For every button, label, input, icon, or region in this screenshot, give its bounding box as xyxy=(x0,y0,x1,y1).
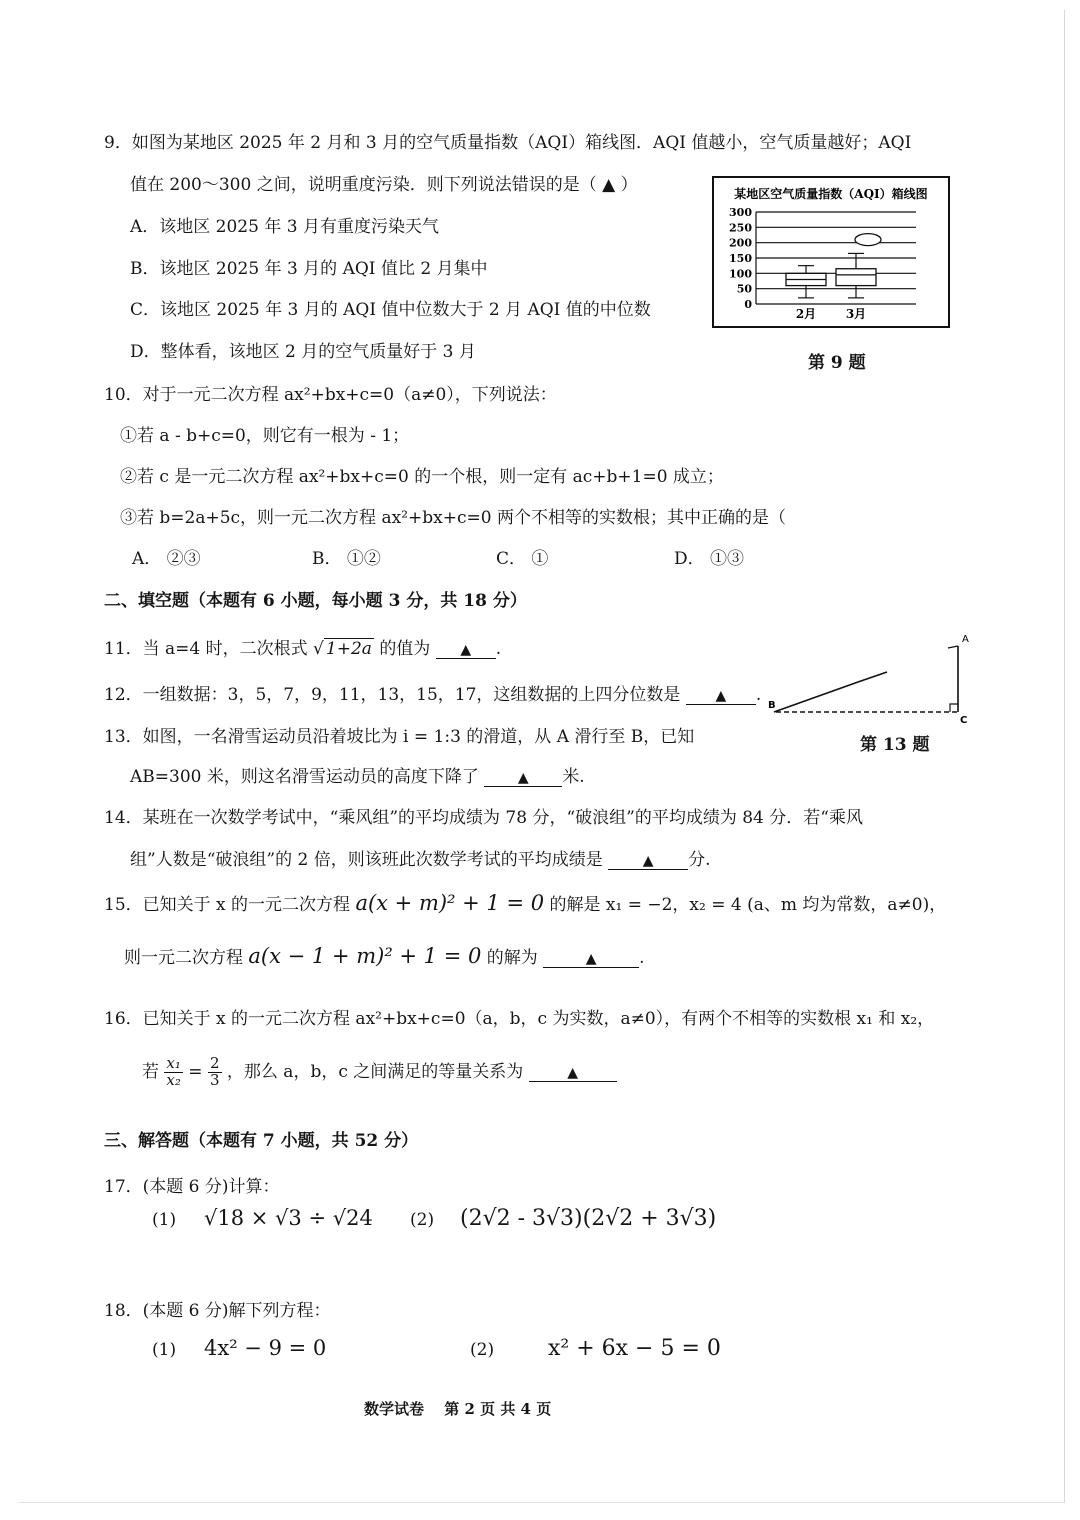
q9-option-b: B．该地区 2025 年 3 月的 AQI 值比 2 月集中 xyxy=(130,259,488,279)
label-c: C xyxy=(960,715,968,724)
page-footer: 数学试卷 第 2 页 共 4 页 xyxy=(364,1400,552,1418)
q17-part2-expression: (2√2 - 3√3)(2√2 + 3√3) xyxy=(460,1206,717,1231)
q17-part1-expression: √18 × √3 ÷ √24 xyxy=(204,1206,373,1230)
q14-line1: 14．某班在一次数学考试中，“乘风组”的平均成绩为 78 分，“破浪组”的平均成绩为 84 分．若“乘风 xyxy=(104,808,863,828)
q9-line1: 9．如图为某地区 2025 年 2 月和 3 月的空气质量指数（AQI）箱线图．AQI 值越小，空气质量越好；AQI xyxy=(104,133,912,153)
q15-line2 xyxy=(124,943,645,968)
q15-line1 xyxy=(104,890,946,915)
q14-unit: 分. xyxy=(688,850,711,870)
q17-part1-label: (1) xyxy=(152,1210,177,1230)
q15-end: . xyxy=(639,948,645,968)
q16-fraction xyxy=(208,1056,222,1089)
y-tick-label: 0 xyxy=(744,298,752,311)
y-tick-label: 150 xyxy=(729,252,752,265)
q15-equation-2: a(x − 1 + m)² + 1 = 0 xyxy=(248,944,482,968)
y-tick-label: 200 xyxy=(729,236,752,250)
q15-equation-1: a(x + m)² + 1 = 0 xyxy=(355,891,545,915)
q13-line1: 13．如图，一名滑雪运动员沿着坡比为 i = 1:3 的滑道，从 A 滑行至 B，已知 xyxy=(104,727,695,747)
q9-close: ） xyxy=(620,175,638,195)
q10-stem: 10．对于一元二次方程 ax²+bx+c=0（a≠0），下列说法： xyxy=(104,385,557,405)
section-solve-heading: 三、解答题（本题有 7 小题，共 52 分） xyxy=(104,1131,419,1151)
q13-answer-blank: ▲ xyxy=(484,770,562,787)
q17-part2-label: (2) xyxy=(410,1210,435,1230)
q16-line1: 16．已知关于 x 的一元二次方程 ax²+bx+c=0（a，b，c 为实数，a≠0），有两个不相等的实数根 x₁ 和 x₂， xyxy=(104,1009,935,1029)
q12 xyxy=(104,680,761,705)
q10-statement-3: ③若 b=2a+5c，则一元二次方程 ax²+bx+c=0 两个不相等的实数根；其中正确的是（ xyxy=(120,508,786,528)
q10-statement-1: ①若 a - b+c=0，则它有一根为 - 1； xyxy=(120,426,410,446)
vertical-tick xyxy=(948,646,958,648)
q17-heading: 17．(本题 6 分)计算： xyxy=(104,1177,280,1197)
slope-line-upper xyxy=(858,672,887,682)
q11-radicand: 1+2a xyxy=(325,639,372,659)
q16-pre: 若 xyxy=(142,1061,159,1082)
q15-pre2: 则一元二次方程 xyxy=(124,948,243,968)
q13-stem: AB=300 米，则这名滑雪运动员的高度下降了 xyxy=(130,767,479,787)
x-tick-label: 2月 xyxy=(795,307,817,321)
q11-pre: 11．当 a=4 时，二次根式 xyxy=(104,639,308,659)
x-tick-label: 3月 xyxy=(845,307,867,321)
slope-line xyxy=(774,682,858,712)
outlier-mark xyxy=(855,234,881,246)
q11-answer-blank: ▲ xyxy=(436,642,496,659)
q13-unit: 米. xyxy=(562,767,585,787)
q9-option-d: D．整体看，该地区 2 月的空气质量好于 3 月 xyxy=(130,342,476,362)
y-tick-label: 50 xyxy=(736,282,752,296)
q11-post: 的值为 xyxy=(379,639,431,659)
q16-ratio-denominator: x₂ xyxy=(166,1070,181,1089)
q13-slope-figure xyxy=(762,632,972,724)
right-angle-mark xyxy=(950,704,958,712)
q18-part1-label: (1) xyxy=(152,1340,177,1360)
chart-title: 某地区空气质量指数（AQI）箱线图 xyxy=(734,187,928,201)
q10-option-d: D． ①③ xyxy=(674,549,745,569)
q16-ratio-numerator: x₁ xyxy=(166,1054,181,1072)
q15-post: 的解是 x₁ = −2，x₂ = 4 (a、m 均为常数，a≠0)， xyxy=(549,895,947,915)
aqi-boxplot-chart xyxy=(712,176,952,330)
q13-figure-caption: 第 13 题 xyxy=(860,735,930,755)
answer-marker: ▲ xyxy=(602,175,616,195)
y-tick-label: 100 xyxy=(729,267,752,281)
q15-pre: 15．已知关于 x 的一元二次方程 xyxy=(104,895,351,915)
q18-part1-equation: 4x² − 9 = 0 xyxy=(204,1336,327,1360)
y-tick-label: 250 xyxy=(729,221,752,235)
q18-part2-label: (2) xyxy=(470,1340,495,1360)
q12-answer-blank: ▲ xyxy=(686,688,756,705)
q16-fraction-denominator: 3 xyxy=(209,1070,220,1089)
q16-post: ，那么 a，b，c 之间满足的等量关系为 xyxy=(226,1061,524,1082)
q16-root-ratio xyxy=(164,1056,182,1089)
q10-option-b: B． ①② xyxy=(312,549,381,569)
q16-equals: = xyxy=(188,1061,203,1082)
box xyxy=(836,269,876,286)
q18-heading: 18．(本题 6 分)解下列方程： xyxy=(104,1301,331,1321)
y-tick-label: 300 xyxy=(729,206,752,219)
q9-stem: 值在 200～300 之间，说明重度污染．则下列说法错误的是（ xyxy=(130,175,597,195)
q9-line2 xyxy=(130,170,638,195)
section-fill-in-heading: 二、填空题（本题有 6 小题，每小题 3 分，共 18 分） xyxy=(104,591,527,611)
q10-statement-2: ②若 c 是一元二次方程 ax²+bx+c=0 的一个根，则一定有 ac+b+1=0 成立； xyxy=(120,467,724,487)
q9-figure-caption: 第 9 题 xyxy=(808,353,866,373)
q9-option-c: C．该地区 2025 年 3 月的 AQI 值中位数大于 2 月 AQI 值的中位数 xyxy=(130,300,651,320)
q18-part2-equation: x² + 6x − 5 = 0 xyxy=(548,1336,721,1361)
q12-end: . xyxy=(755,685,762,705)
q15-answer-blank: ▲ xyxy=(543,951,639,968)
q16-line2 xyxy=(142,1056,617,1089)
radical-sign: √ xyxy=(313,639,324,659)
label-b: B xyxy=(768,700,776,711)
label-a: A xyxy=(962,634,969,645)
q14-answer-blank: ▲ xyxy=(608,853,688,870)
q11 xyxy=(104,634,501,659)
q11-end: . xyxy=(495,639,502,659)
q14-stem: 组”人数是“破浪组”的 2 倍，则该班此次数学考试的平均成绩是 xyxy=(130,850,603,870)
q13-line2 xyxy=(130,762,585,787)
q16-fraction-numerator: 2 xyxy=(209,1054,220,1072)
q9-option-a: A．该地区 2025 年 3 月有重度污染天气 xyxy=(130,217,439,237)
q16-answer-blank: ▲ xyxy=(529,1065,617,1082)
q10-option-a: A． ②③ xyxy=(132,549,201,569)
q14-line2 xyxy=(130,845,711,870)
q12-text: 12．一组数据：3，5，7，9，11，13，15，17，这组数据的上四分位数是 xyxy=(104,685,681,705)
q15-post2: 的解为 xyxy=(486,948,538,968)
q10-option-c: C． ① xyxy=(496,549,549,569)
